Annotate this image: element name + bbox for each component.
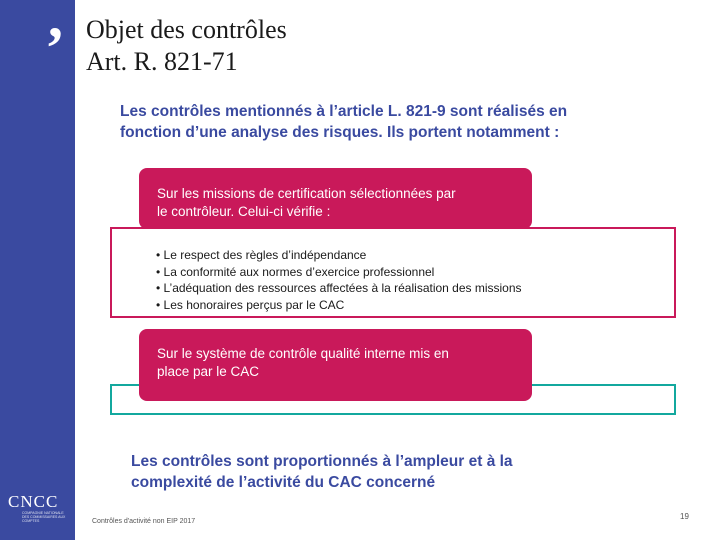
slide-title bbox=[86, 14, 287, 78]
conclusion-line-2: complexité de l’activité du CAC concerné bbox=[131, 474, 436, 491]
quality-control-box bbox=[139, 329, 532, 401]
conclusion-line-1: Les contrôles sont proportionnés à l’ampleur et à la bbox=[131, 453, 513, 470]
missions-box-line-2: le contrôleur. Celui-ci vérifie : bbox=[157, 204, 331, 219]
intro-line-1: Les contrôles mentionnés à l’article L. 821-9 sont réalisés en bbox=[120, 103, 568, 120]
missions-box-line-1: Sur les missions de certification sélectionnées par bbox=[157, 186, 456, 201]
footer-text: Contrôles d'activité non EIP 2017 bbox=[92, 518, 196, 525]
list-item: • La conformité aux normes d’exercice professionnel bbox=[156, 264, 435, 279]
quality-control-line-2: place par le CAC bbox=[157, 364, 260, 379]
title-line-1: Objet des contrôles bbox=[86, 15, 287, 44]
sidebar-band bbox=[0, 0, 75, 540]
missions-box bbox=[139, 168, 532, 229]
sidebar-divider bbox=[75, 0, 78, 540]
logo-subtitle: COMPAGNIE NATIONALE DES COMMISSAIRES AUX COMPTES bbox=[22, 511, 66, 523]
intro-line-2: fonction d’une analyse des risques. Ils portent notamment : bbox=[120, 124, 560, 141]
cncc-logo bbox=[8, 492, 70, 528]
title-line-2: Art. R. 821-71 bbox=[86, 47, 238, 76]
quote-mark-icon: ’ bbox=[45, 15, 65, 81]
verification-list bbox=[156, 247, 522, 313]
list-item: • Le respect des règles d’indépendance bbox=[156, 248, 367, 262]
conclusion-text bbox=[131, 451, 513, 493]
quality-control-line-1: Sur le système de contrôle qualité interne mis en bbox=[157, 346, 449, 361]
logo-text: CNCC bbox=[8, 492, 59, 511]
intro-text bbox=[120, 101, 567, 143]
list-item: • Les honoraires perçus par le CAC bbox=[156, 297, 345, 312]
list-item: • L’adéquation des ressources affectées à la réalisation des missions bbox=[156, 281, 522, 295]
page-number: 19 bbox=[680, 512, 689, 521]
